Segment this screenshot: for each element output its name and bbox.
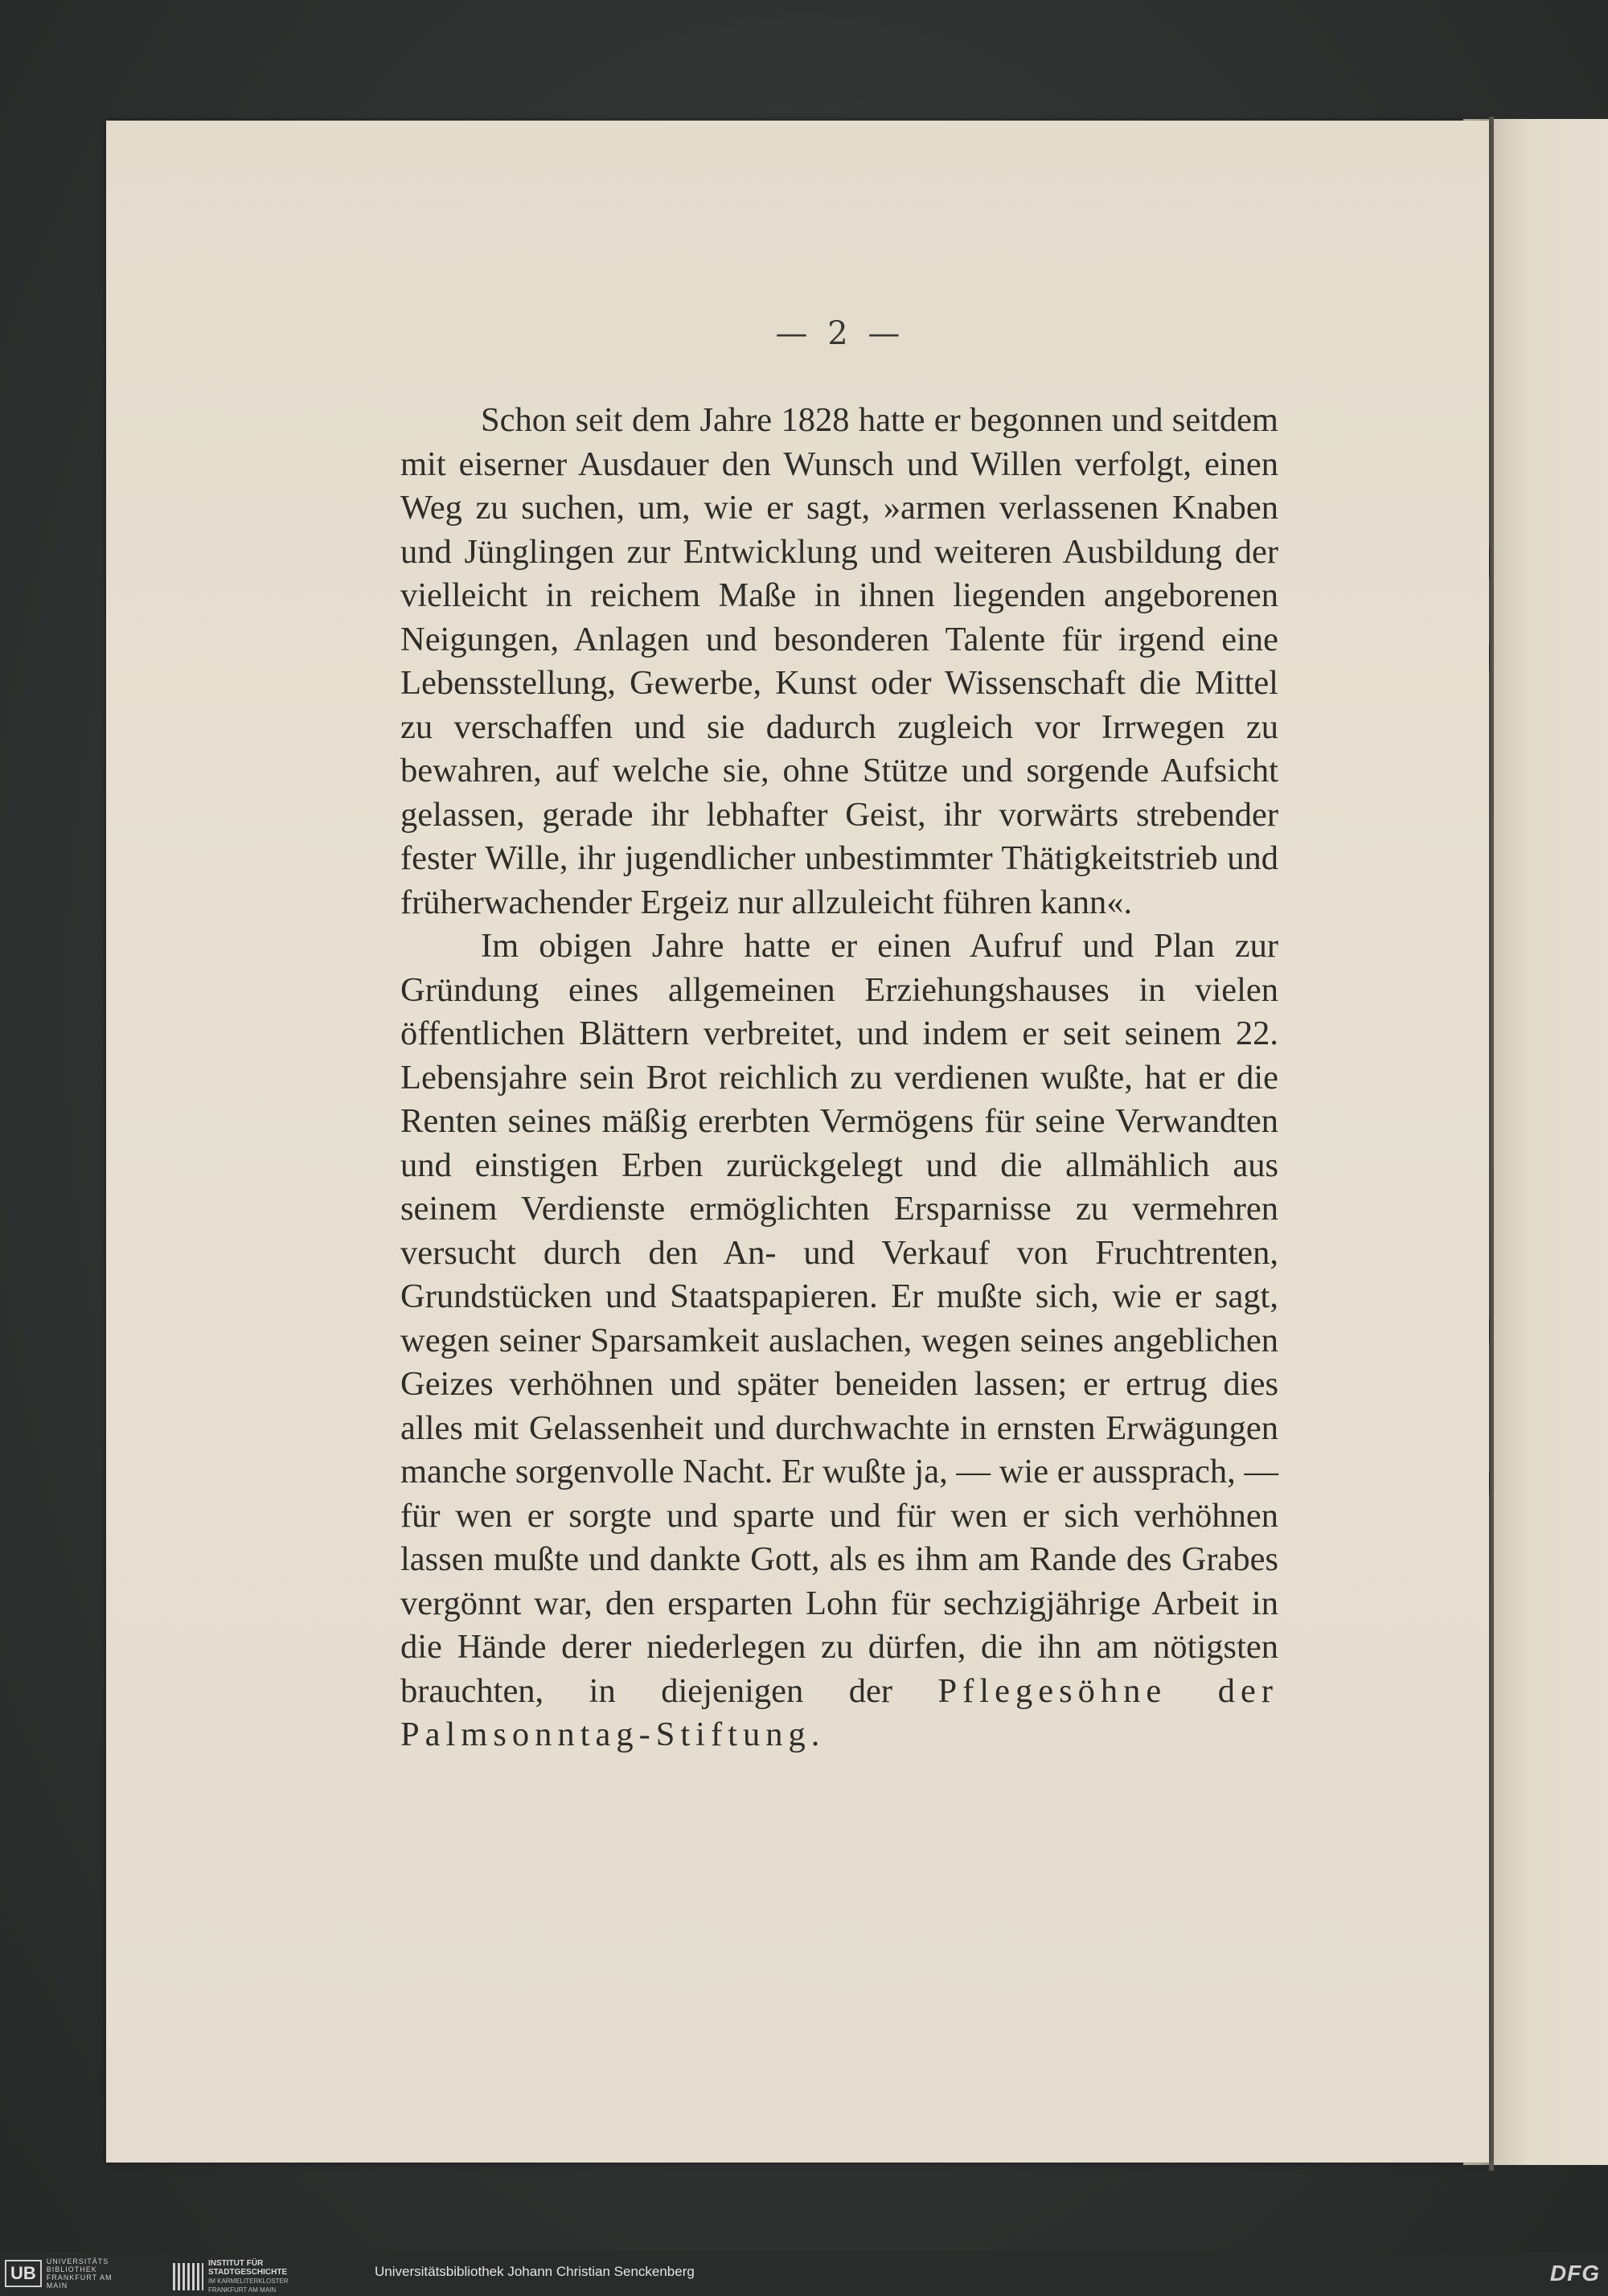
isg-logo-words bbox=[208, 2259, 313, 2294]
dfg-logo[interactable]: DFG bbox=[1549, 2261, 1600, 2286]
isg-subtitle: IM KARMELITERKLOSTER FRANKFURT AM MAIN bbox=[208, 2278, 289, 2294]
isg-logo-icon bbox=[173, 2263, 203, 2290]
page-number: — 2 — bbox=[775, 315, 905, 352]
facing-page-edge bbox=[1494, 119, 1608, 2165]
footer-title: Universitätsbibliothek Johann Christian Senckenberg bbox=[375, 2264, 695, 2279]
paragraph-2 bbox=[400, 925, 1278, 1757]
isg-logo[interactable] bbox=[173, 2259, 313, 2294]
paragraph-1: Schon seit dem Jahre 1828 hatte er begonnen und seitdem mit eiserner Ausdauer den Wunsch und Willen verfolgt, einen Weg zu suchen, um, wie er sagt, »armen verlassenen Knaben und Jünglingen zur Entwicklung und weiteren Ausbildung der vielleicht in reichem Maße in ihnen liegenden angeborenen Neigungen, Anlagen und besonderen Talente für irgend eine Lebensstellung, Gewerbe, Kunst oder Wissenschaft die Mittel zu verschaffen und sie dadurch zugleich vor Irrwegen zu bewahren, auf welche sie, ohne Stütze und sorgende Aufsicht gelassen, gerade ihr lebhafter Geist, ihr vorwärts strebender fester Wille, ihr jugendlicher unbestimmter Thätigkeitstrieb und früherwachender Ergeiz nur allzuleicht führen kann«. bbox=[400, 401, 1278, 921]
ub-logo[interactable] bbox=[5, 2259, 119, 2288]
viewer-footer bbox=[0, 2251, 1608, 2296]
body-text bbox=[400, 399, 1278, 1757]
spaced-ending: Pflegesöhne der Palmsonntag-Stiftung. bbox=[400, 1671, 1279, 1753]
paragraph-2-text: Im obigen Jahre hatte er einen Aufruf und Plan zur Gründung eines allgemeinen Erziehungshauses in vielen öffentlichen Blättern verbreitet, und indem er seit seinem 22. Lebensjahre sein Brot reichlich zu verdienen wußte, hat er die Renten seines mäßig ererbten Vermögens für seine Verwandten und einstigen Erben zurückgelegt und die allmählich aus seinem Verdienste ermöglichten Ersparnisse zu vermehren versucht durch den An- und Verkauf von Fruchtrenten, Grundstücken und Staatspapieren. Er mußte sich, wie er sagt, wegen seiner Sparsamkeit auslachen, wegen seines angeblichen Geizes verhöhnen und später beneiden lassen; er ertrug dies alles mit Gelassenheit und durchwachte in ernsten Erwägungen manche sorgenvolle Nacht. Er wußte ja, — wie er aussprach, — für wen er sorgte und sparte und für wen er sich verhöhnen lassen mußte und dankte Gott, als es ihm am Rande des Grabes vergönnt war, den ersparten Lohn für sechzigjährige Arbeit in die Hände derer niederlegen zu dürfen, die ihn am nötigsten brauchten, in diejenigen der bbox=[400, 927, 1278, 1710]
ub-logo-mark: UB bbox=[5, 2260, 42, 2287]
isg-title: INSTITUT FÜR STADTGESCHICHTE bbox=[208, 2259, 288, 2277]
ub-logo-text: UNIVERSITÄTS BIBLIOTHEK FRANKFURT AM MAIN bbox=[46, 2257, 113, 2290]
